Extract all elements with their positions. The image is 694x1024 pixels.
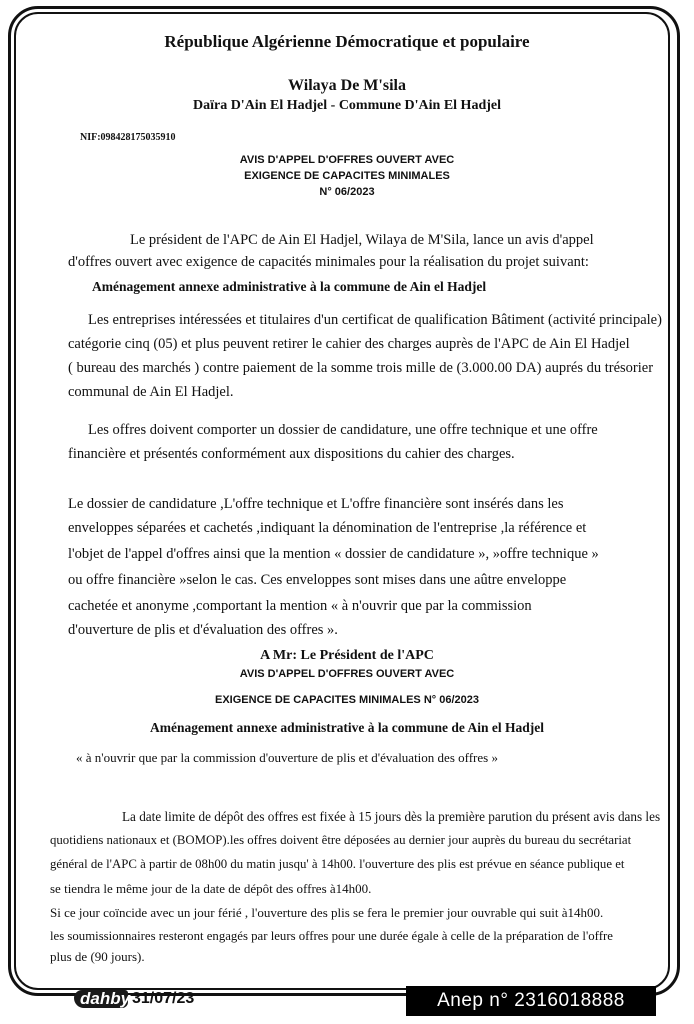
nif-number: NIF:098428175035910 (80, 132, 176, 143)
wilaya-title: Wilaya De M'sila (288, 77, 406, 94)
anep-number-badge: Anep n° 2316018888 (406, 986, 656, 1016)
address-avis-line1: AVIS D'APPEL D'OFFRES OUVERT AVEC (239, 668, 455, 680)
dossier-line-4: ou offre financière »selon le cas. Ces enveloppes sont mises dans une aûtre enveloppe (68, 572, 567, 588)
republic-title: République Algérienne Démocratique et populaire (164, 32, 530, 51)
dossier-line-6: d'ouverture de plis et d'évaluation des offres ». (68, 622, 338, 638)
project-title: Aménagement annexe administrative à la commune de Ain el Hadjel (92, 279, 487, 294)
address-avis-line2: EXIGENCE DE CAPACITES MINIMALES N° 06/2023 (215, 694, 479, 706)
date-line-6: les soumissionnaires resteront engagés par leurs offres pour une durée égale à celle de la préparation de l'offre (50, 929, 613, 943)
dossier-line-5: cachetée et anonyme ,comportant la mention « à n'ouvrir que par la commission (68, 598, 532, 614)
daira-title: Daïra D'Ain El Hadjel - Commune D'Ain El Hadjel (192, 98, 501, 113)
entreprises-line-2: catégorie cinq (05) et plus peuvent retirer le cahier des charges auprès de l'APC de Ain El Hadjel (68, 336, 630, 352)
publication-date: 31/07/23 (132, 990, 195, 1007)
date-line-5: Si ce jour coïncide avec un jour férié , l'ouverture des plis se fera le premier jour ouvrable qui suit à14h00. (50, 905, 604, 920)
intro-line-2: d'offres ouvert avec exigence de capacités minimales pour la réalisation du projet suivant: (68, 254, 589, 270)
intro-line-1: Le président de l'APC de Ain El Hadjel, Wilaya de M'Sila, lance un avis d'appel (130, 232, 594, 248)
address-mention: « à n'ouvrir que par la commission d'ouverture de plis et d'évaluation des offres » (76, 750, 498, 765)
date-line-4: se tiendra le même jour de la date de dépôt des offres à14h00. (50, 881, 372, 896)
address-recipient: A Mr: Le Président de l'APC (260, 648, 434, 663)
entreprises-line-1: Les entreprises intéressées et titulaires d'un certificat de qualification Bâtiment (activité principale) (88, 312, 662, 328)
offres-line-2: financière et présentés conformément aux dispositions du cahier des charges. (68, 446, 515, 462)
date-line-2: quotidiens nationaux et (BOMOP).les offres doivent être déposées au dernier jour auprès du bureau du secrétariat (50, 833, 632, 847)
date-line-1: La date limite de dépôt des offres est fixée à 15 jours dès la première parution du présent avis dans les (122, 809, 661, 824)
avis-number: N° 06/2023 (319, 186, 375, 198)
entreprises-line-3: ( bureau des marchés ) contre paiement de la somme trois mille de (3.000.00 DA) auprés du trésorier (68, 360, 654, 376)
publisher-logo-text: dahby (80, 989, 131, 1008)
offres-line-1: Les offres doivent comporter un dossier de candidature, une offre technique et une offre (88, 422, 598, 438)
date-line-7: plus de (90 jours). (50, 949, 145, 964)
avis-title-line2: EXIGENCE DE CAPACITES MINIMALES (244, 170, 450, 182)
entreprises-line-4: communal de Ain El Hadjel. (68, 384, 234, 400)
dossier-line-3: l'objet de l'appel d'offres ainsi que la mention « dossier de candidature », »offre technique » (68, 546, 599, 562)
dossier-line-1: Le dossier de candidature ,L'offre technique et L'offre financière sont insérés dans les (68, 496, 564, 512)
date-line-3: général de l'APC à partir de 08h00 du matin jusqu' à 14h00. l'ouverture des plis est prévue en séance publique et (50, 857, 625, 871)
dossier-line-2: enveloppes séparées et cachetés ,indiquant la dénomination de l'entreprise ,la référence et (68, 520, 587, 536)
avis-title-line1: AVIS D'APPEL D'OFFRES OUVERT AVEC (239, 154, 455, 166)
address-project: Aménagement annexe administrative à la commune de Ain el Hadjel (149, 720, 545, 735)
